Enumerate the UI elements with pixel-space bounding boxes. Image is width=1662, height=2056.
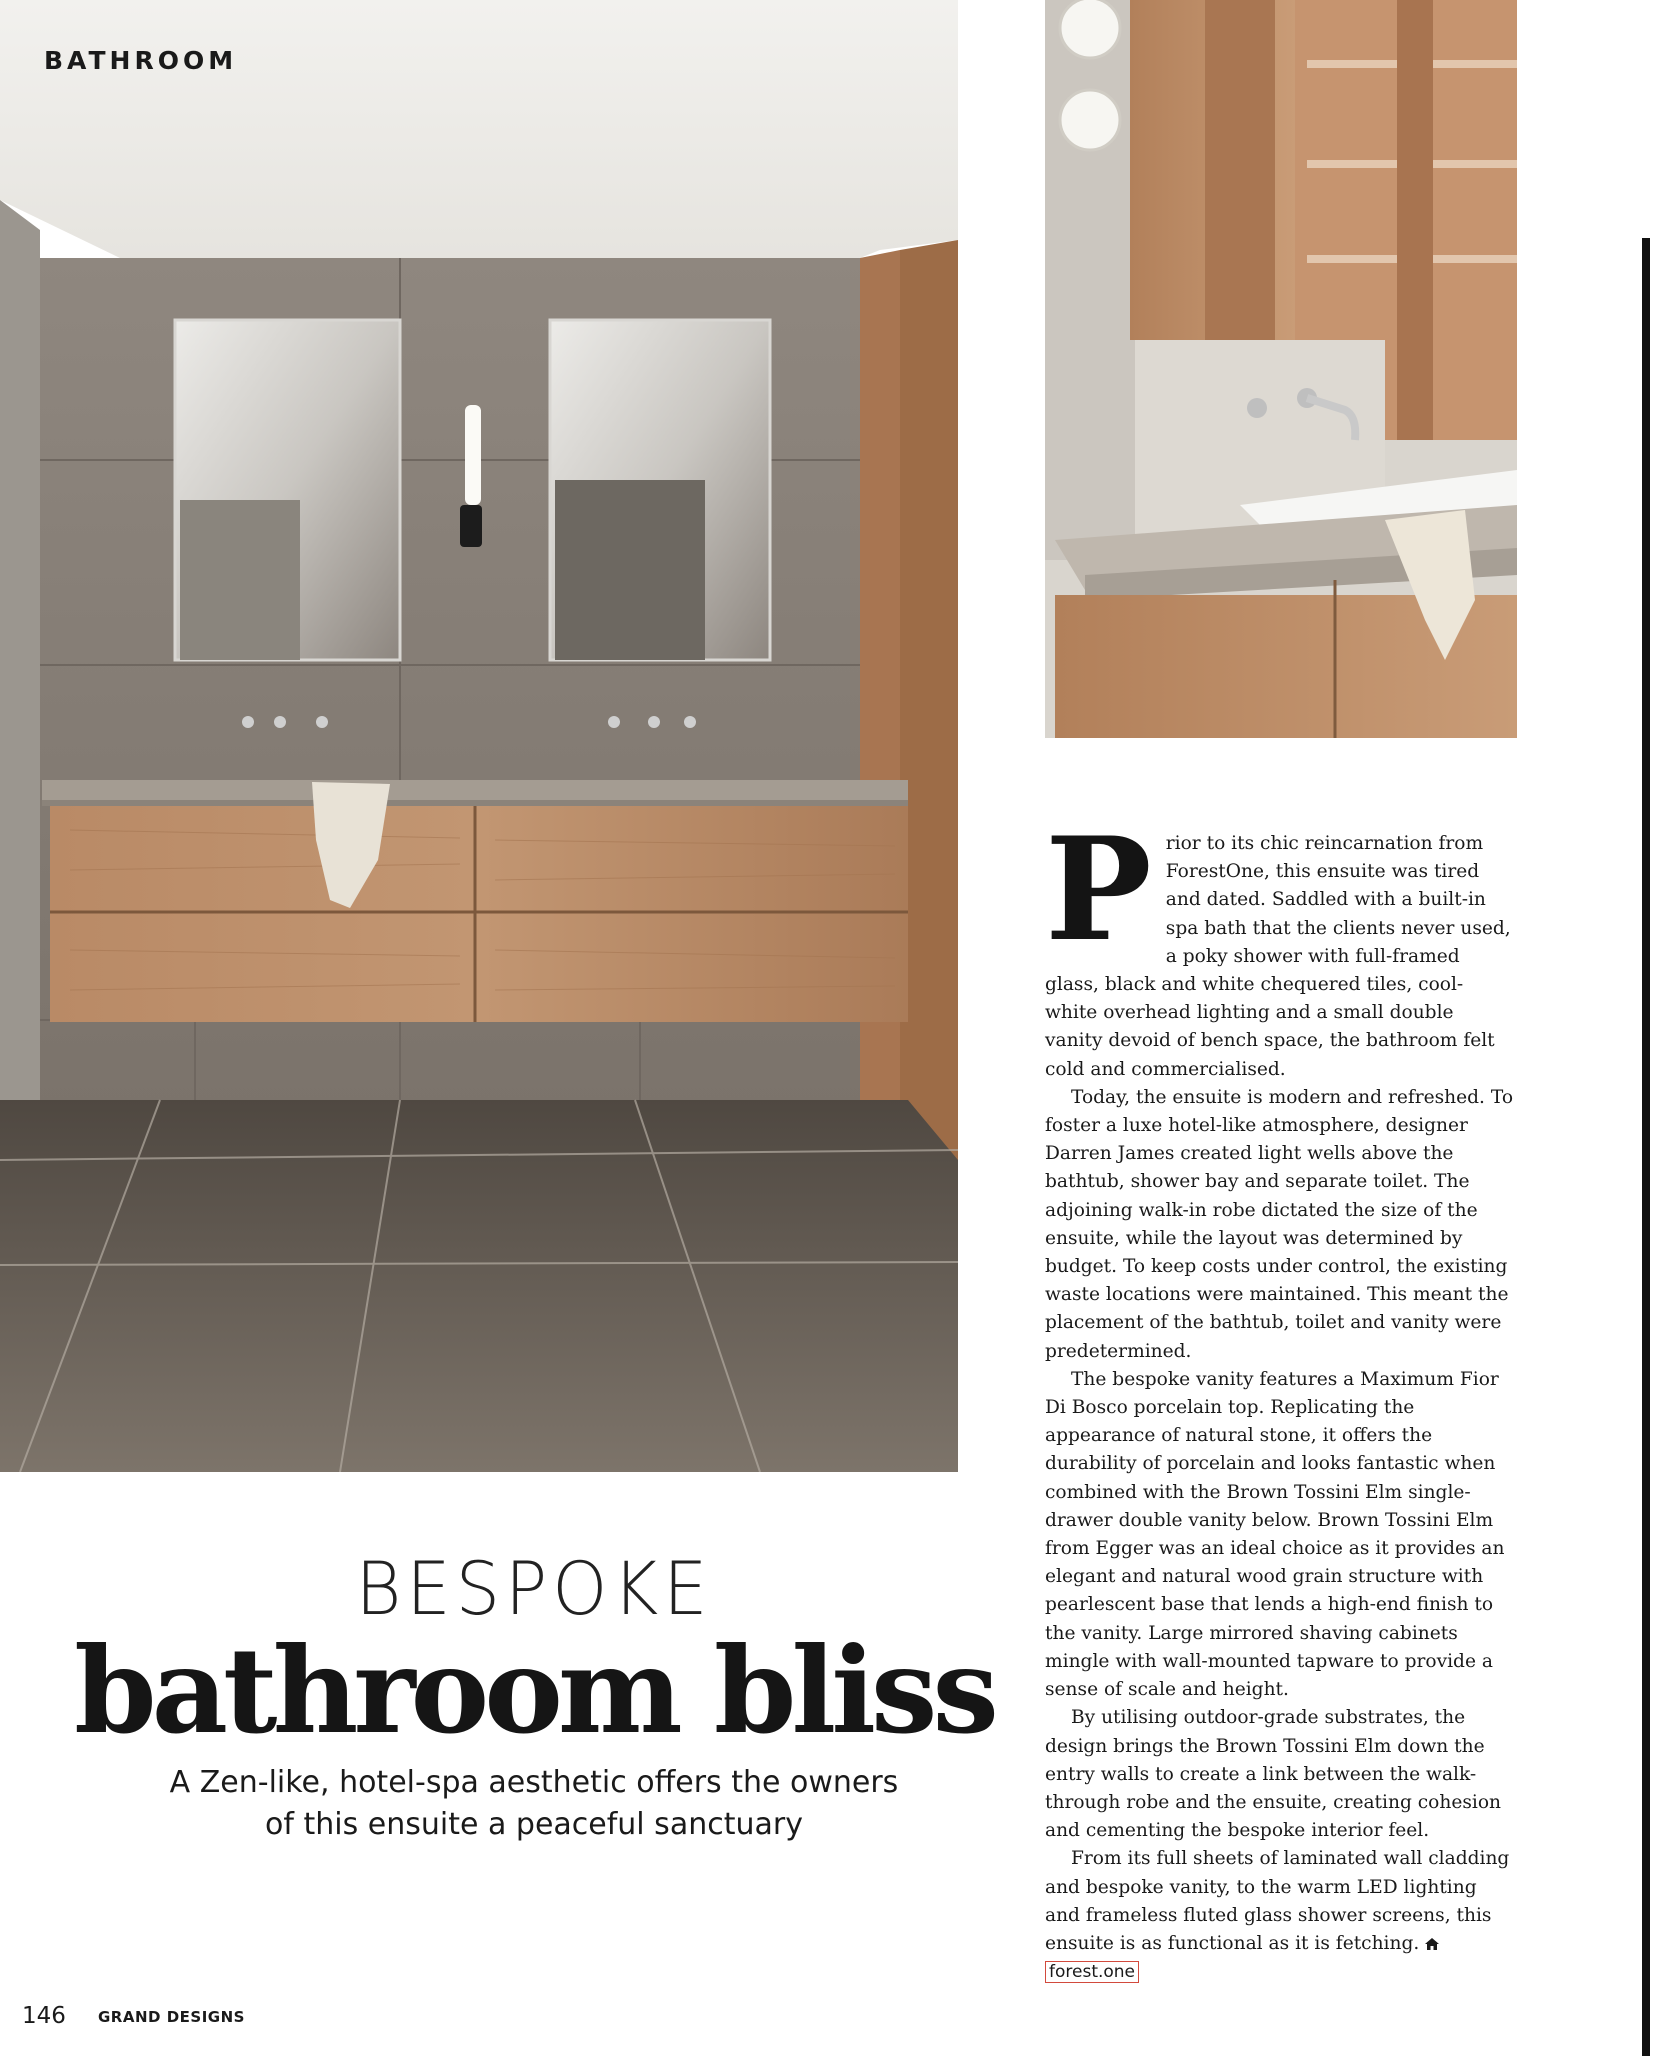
paragraph-5 — [1045, 1845, 1515, 1986]
paragraph-1-text: rior to its chic reincarnation from ForestOne, this ensuite was tired and dated. Saddled with a built-in spa bath that the clients never used, a poky shower with full-framed glass, black and white chequered tiles, cool-white overhead lighting and a small double vanity devoid of bench space, the bathroom felt cold and commercialised. — [1045, 833, 1511, 1080]
vanity-detail-photo — [1045, 0, 1517, 738]
paragraph-5-text: From its full sheets of laminated wall cladding and bespoke vanity, to the warm LED lighting and frameless fluted glass shower screens, this ensuite is as functional as it is fetching. — [1045, 1848, 1510, 1954]
article-body — [1045, 807, 1515, 1986]
drop-cap: P — [1045, 807, 1152, 973]
standfirst — [120, 1762, 948, 1846]
page-edge-rule — [1642, 238, 1650, 2056]
headline-kicker: BESPOKE — [355, 1545, 713, 1633]
home-icon — [1425, 1938, 1439, 1950]
standfirst-line-2: of this ensuite a peaceful sanctuary — [265, 1807, 803, 1842]
paragraph-2: Today, the ensuite is modern and refreshed. To foster a luxe hotel-like atmosphere, designer Darren James created light wells above the bathtub, shower bay and separate toilet. The adjoining walk-in robe dictated the size of the ensuite, while the layout was determined by budget. To keep costs under control, the existing waste locations were maintained. This meant the placement of the bathtub, toilet and vanity were predetermined. — [1045, 1086, 1514, 1362]
website-link[interactable]: forest.one — [1045, 1961, 1139, 1983]
publication-name: GRAND DESIGNS — [98, 2008, 245, 2026]
standfirst-line-1: A Zen-like, hotel-spa aesthetic offers the owners — [169, 1765, 899, 1800]
main-bathroom-photo — [0, 0, 958, 1472]
section-label: BATHROOM — [44, 46, 238, 75]
paragraph-1 — [1045, 807, 1515, 1084]
paragraph-4: By utilising outdoor-grade substrates, the design brings the Brown Tossini Elm down the entry walls to create a link between the walk-through robe and the ensuite, creating cohesion and cementing the bespoke interior feel. — [1045, 1707, 1502, 1842]
page-number: 146 — [22, 2003, 66, 2029]
paragraph-3: The bespoke vanity features a Maximum Fior Di Bosco porcelain top. Replicating the appearance of natural stone, it offers the durability of porcelain and looks fantastic when combined with the Brown Tossini Elm single-drawer double vanity below. Brown Tossini Elm from Egger was an ideal choice as it provides an elegant and natural wood grain structure with pearlescent base that lends a high-end finish to the vanity. Large mirrored shaving cabinets mingle with wall-mounted tapware to provide a sense of scale and height. — [1045, 1368, 1505, 1701]
headline-title: bathroom bliss — [74, 1621, 994, 1760]
